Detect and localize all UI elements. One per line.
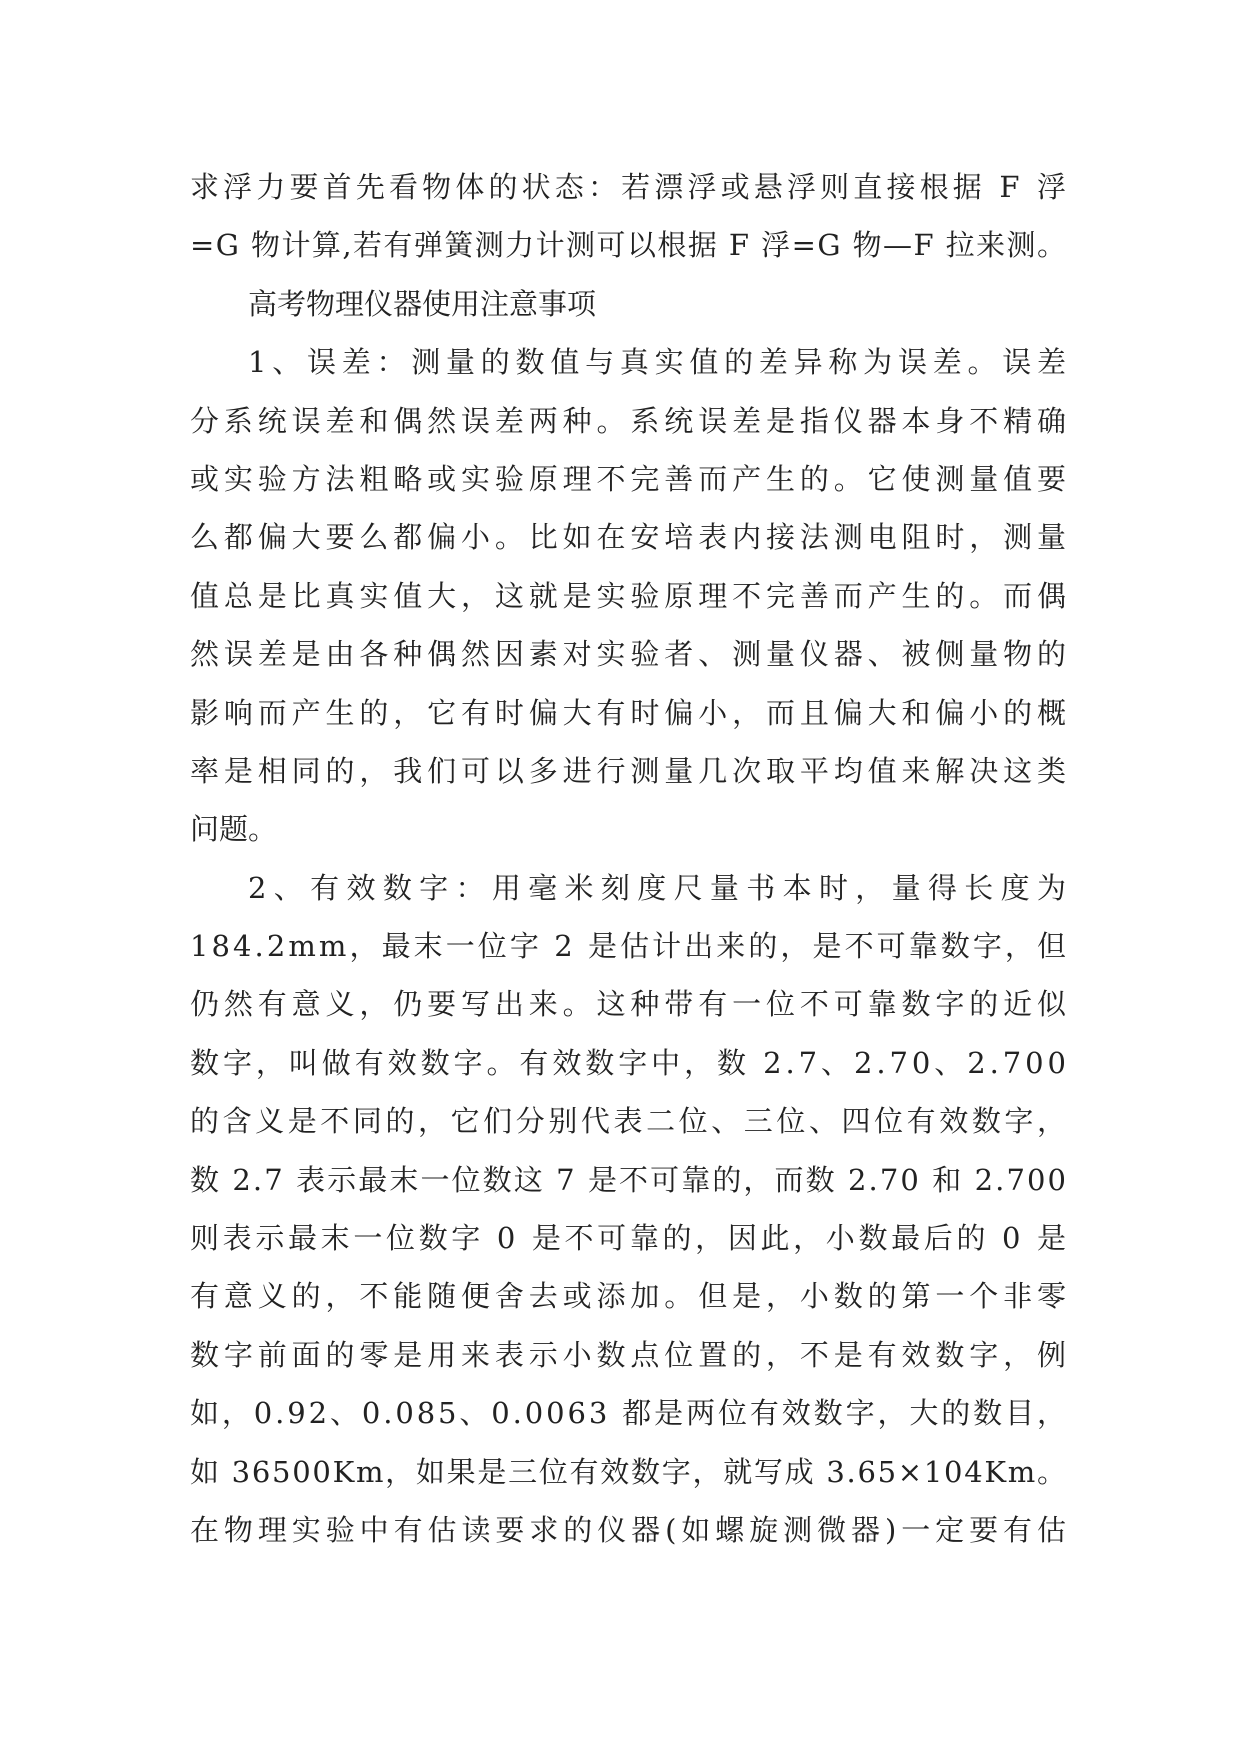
text-line: 仍然有意义，仍要写出来。这种带有一位不可靠数字的近似 <box>190 987 1071 1022</box>
text-line: 如，0.92、0.085、0.0063 都是两位有效数字，大的数目， <box>190 1396 1069 1431</box>
text-line: 184.2mm，最末一位字 2 是估计出来的，是不可靠数字，但 <box>190 929 1070 964</box>
text-line: 1、误差：测量的数值与真实值的差异称为误差。误差 <box>248 345 1072 380</box>
text-line: 数字前面的零是用来表示小数点位置的，不是有效数字，例 <box>190 1337 1071 1372</box>
document-body <box>190 158 1074 1559</box>
text-line: 率是相同的，我们可以多进行测量几次取平均值来解决这类 <box>190 753 1071 788</box>
text-line: 影响而产生的，它有时偏大有时偏小，而且偏大和偏小的概 <box>190 695 1071 730</box>
text-line: 值总是比真实值大，这就是实验原理不完善而产生的。而偶 <box>190 578 1071 613</box>
text-line: 高考物理仪器使用注意事项 <box>248 286 597 321</box>
text-line: 或实验方法粗略或实验原理不完善而产生的。它使测量值要 <box>190 461 1071 496</box>
text-line: 数 2.7 表示最末一位数这 7 是不可靠的，而数 2.70 和 2.700 <box>190 1162 1069 1197</box>
text-line: 则表示最末一位数字 0 是不可靠的，因此，小数最后的 0 是 <box>190 1221 1070 1256</box>
text-line: 分系统误差和偶然误差两种。系统误差是指仪器本身不精确 <box>190 403 1071 438</box>
text-line: 问题。 <box>190 812 278 847</box>
text-line: 么都偏大要么都偏小。比如在安培表内接法测电阻时，测量 <box>190 520 1071 555</box>
text-line: 的含义是不同的，它们分别代表二位、三位、四位有效数字， <box>190 1104 1070 1139</box>
text-line: 在物理实验中有估读要求的仪器(如螺旋测微器)一定要有估 <box>190 1512 1071 1547</box>
text-line: 求浮力要首先看物体的状态：若漂浮或悬浮则直接根据 F 浮 <box>190 170 1071 204</box>
text-line: 有意义的，不能随便舍去或添加。但是，小数的第一个非零 <box>190 1279 1071 1314</box>
text-line: 2、有效数字：用毫米刻度尺量书本时，量得长度为 <box>248 870 1074 905</box>
text-line: =G 物计算,若有弹簧测力计测可以根据 F 浮=G 物—F 拉来测。 <box>190 228 1068 263</box>
text-line: 如 36500Km，如果是三位有效数字，就写成 3.65×104Km。 <box>190 1454 1068 1489</box>
text-line: 数字，叫做有效数字。有效数字中，数 2.7、2.70、2.700 <box>190 1045 1070 1080</box>
text-line: 然误差是由各种偶然因素对实验者、测量仪器、被侧量物的 <box>190 637 1071 672</box>
